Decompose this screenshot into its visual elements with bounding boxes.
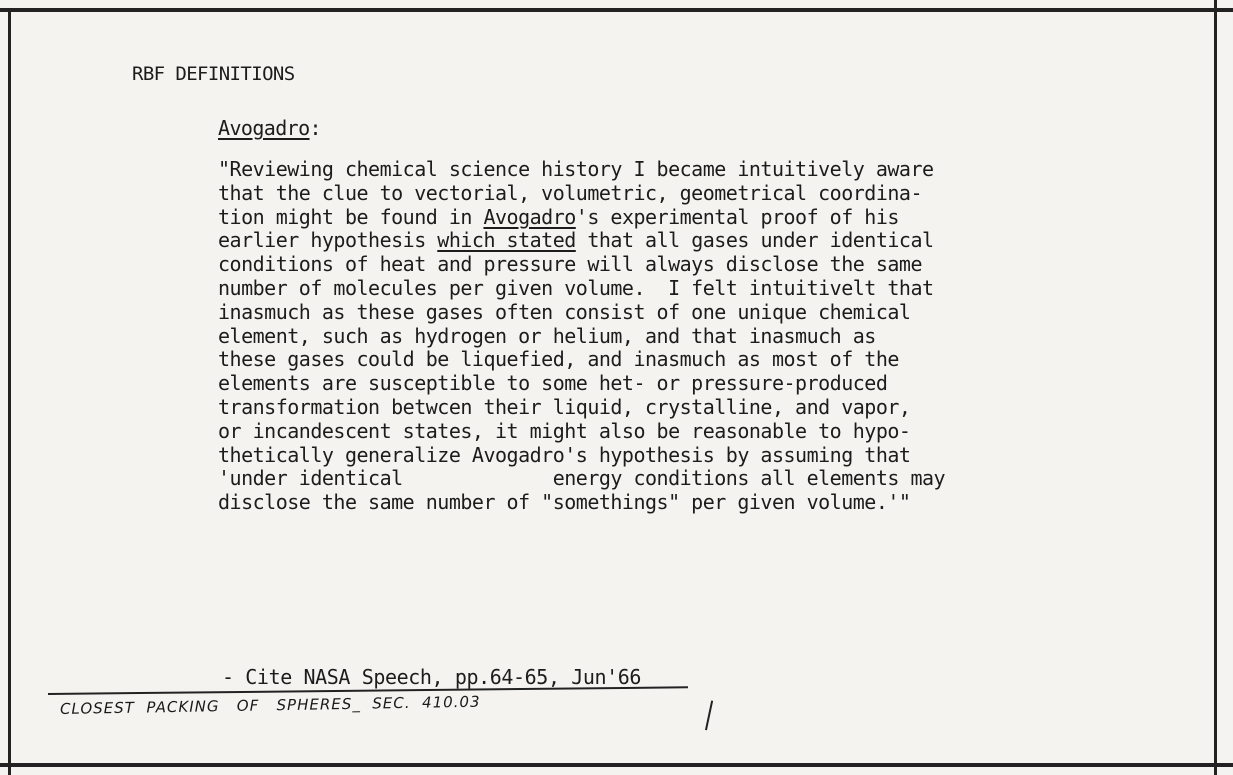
quote-underlined-phrase: which stated bbox=[437, 228, 576, 253]
quote-line-8: element, such as hydrogen or helium, and that inasmuch as bbox=[218, 323, 876, 348]
quote-line-10: elements are susceptible to some het- or pressure-produced bbox=[218, 371, 888, 396]
quote-line-12: or incandescent states, it might also be reasonable to hypo- bbox=[218, 418, 911, 443]
bottom-border bbox=[0, 763, 1233, 767]
handwritten-bracket bbox=[705, 700, 719, 731]
term-word: Avogadro bbox=[218, 116, 310, 140]
quote-line-1: "Reviewing chemical science history I became intuitively aware bbox=[218, 157, 934, 181]
quote-line-5: conditions of heat and pressure will always disclose the same bbox=[218, 252, 923, 277]
quote-line-4b: that all gases under identical bbox=[575, 228, 934, 253]
quote-line-6: number of molecules per given volume. I felt intuitivelt that bbox=[218, 275, 934, 300]
quote-line-3a: tion might be found in bbox=[218, 204, 484, 229]
quote-line-9: these gases could be liquefied, and inasmuch as most of the bbox=[218, 347, 899, 372]
quote-line-3b: 's experimental proof of his bbox=[575, 204, 899, 229]
quote-line-4a: earlier hypothesis bbox=[218, 228, 438, 253]
quote-term-underlined: Avogadro bbox=[483, 204, 576, 229]
quote-line-7: inasmuch as these gases often consist of one unique chemical bbox=[218, 299, 911, 324]
quote-line-2: that the clue to vectorial, volumetric, geometrical coordina- bbox=[218, 180, 923, 205]
definition-quote bbox=[218, 158, 945, 515]
handwritten-note: CLOSEST PACKING OF SPHERES_ SEC. 410.03 bbox=[59, 692, 481, 718]
left-border bbox=[8, 8, 11, 775]
section-heading: RBF DEFINITIONS bbox=[132, 63, 295, 85]
top-border bbox=[0, 8, 1233, 12]
quote-line-11: transformation betwcen their liquid, crystalline, and vapor, bbox=[218, 394, 911, 419]
citation: - Cite NASA Speech, pp.64-65, Jun'66 bbox=[222, 665, 642, 689]
definition-term bbox=[218, 116, 321, 140]
term-colon: : bbox=[309, 116, 321, 140]
quote-line-14: 'under identical energy conditions all elements may bbox=[218, 466, 946, 491]
right-border bbox=[1214, 0, 1217, 775]
quote-line-13: thetically generalize Avogadro's hypothesis by assuming that bbox=[218, 442, 911, 467]
quote-line-15: disclose the same number of "somethings" per given volume.'" bbox=[218, 490, 911, 515]
